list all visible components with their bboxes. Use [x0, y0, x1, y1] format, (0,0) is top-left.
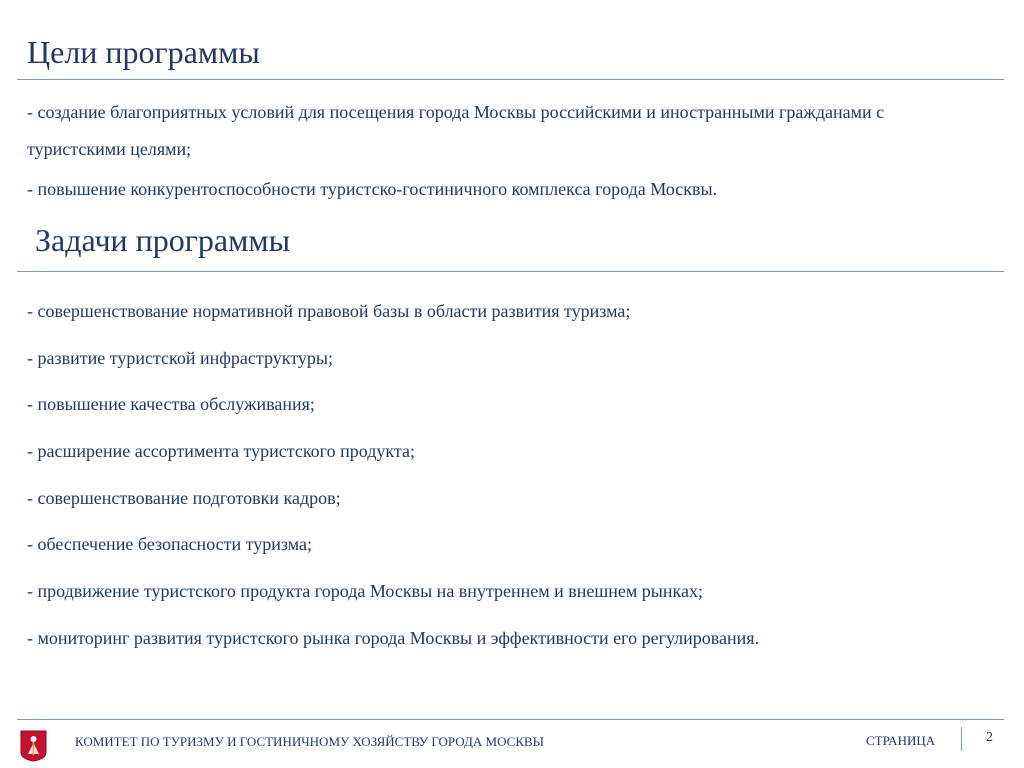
footer-page-label: СТРАНИЦА [866, 733, 936, 748]
footer-page-divider [961, 727, 962, 751]
task-item: - продвижение туристского продукта города Москвы на внутреннем и внешнем рынках; [27, 581, 703, 602]
tasks-title: Задачи программы [35, 222, 291, 258]
footer-page-number: 2 [986, 730, 993, 745]
task-item: - мониторинг развития туристского рынка города Москвы и эффективности его регулирования. [27, 627, 760, 648]
goal-item: - повышение конкурентоспособности туристско-гостиничного комплекса города Москвы. [27, 179, 718, 199]
goals-divider [17, 79, 1004, 80]
goals-title: Цели программы [27, 34, 260, 70]
footer-organization: КОМИТЕТ ПО ТУРИЗМУ И ГОСТИНИЧНОМУ ХОЗЯЙСТВУ ГОРОДА МОСКВЫ [75, 734, 545, 749]
tasks-list [27, 299, 997, 673]
task-item: - повышение качества обслуживания; [27, 394, 315, 415]
task-item: - совершенствование подготовки кадров; [27, 487, 341, 508]
goals-list [27, 94, 987, 208]
task-item: - совершенствование нормативной правовой базы в области развития туризма; [27, 301, 631, 321]
task-item: - развитие туристской инфраструктуры; [27, 347, 333, 368]
task-item: - обеспечение безопасности туризма; [27, 534, 313, 555]
footer-divider-line [17, 719, 1004, 720]
tasks-divider [17, 271, 1004, 272]
moscow-coat-of-arms-icon [20, 730, 47, 762]
goal-item: - создание благоприятных условий для посещения города Москвы российскими и иностранными гражданами с туристскими целями; [27, 102, 885, 159]
task-item: - расширение ассортимента туристского продукта; [27, 441, 415, 462]
